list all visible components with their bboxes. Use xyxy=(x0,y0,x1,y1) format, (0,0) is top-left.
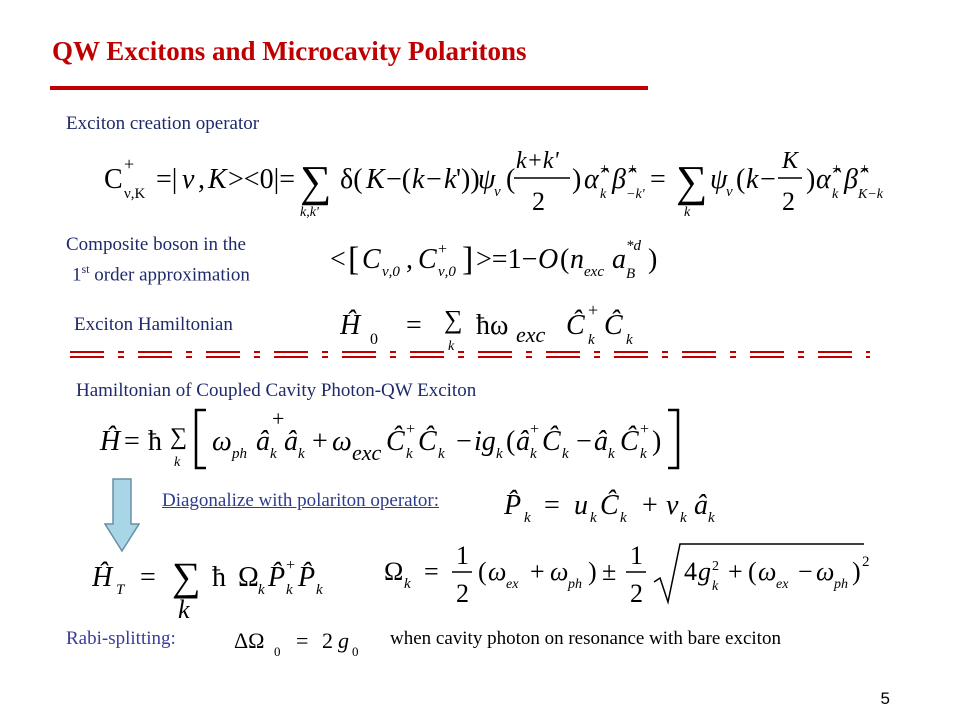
svg-text:): ) xyxy=(652,426,662,457)
svg-text:Ĥ: Ĥ xyxy=(92,562,113,593)
svg-text:2: 2 xyxy=(782,187,795,216)
svg-text:+: + xyxy=(272,406,285,431)
down-arrow-icon xyxy=(104,478,140,552)
svg-text:O: O xyxy=(538,244,559,275)
svg-text:Ĉ: Ĉ xyxy=(620,426,639,457)
svg-text:ν: ν xyxy=(726,184,733,200)
svg-text:k: k xyxy=(620,510,627,526)
svg-text:δ(: δ( xyxy=(340,164,363,195)
svg-text:k: k xyxy=(258,582,265,598)
svg-text:k: k xyxy=(708,510,715,526)
svg-text:g: g xyxy=(338,628,349,653)
svg-text:ph: ph xyxy=(232,446,247,462)
svg-text:â: â xyxy=(594,426,608,457)
diagonal-hamiltonian-equation xyxy=(92,546,342,627)
commutator-equation xyxy=(330,230,710,291)
svg-text:2: 2 xyxy=(456,579,469,608)
svg-text:+: + xyxy=(406,421,416,438)
svg-text:−: − xyxy=(760,164,776,195)
svg-text:k: k xyxy=(496,446,503,462)
svg-text:[: [ xyxy=(348,241,360,278)
svg-text:>=1−: >=1− xyxy=(476,244,538,275)
svg-text:β̂: β̂ xyxy=(612,164,626,195)
svg-text:ħω: ħω xyxy=(476,310,509,341)
svg-text:P̂: P̂ xyxy=(268,562,286,593)
svg-text:Ω: Ω xyxy=(384,557,404,586)
svg-text:−: − xyxy=(798,557,813,586)
composite-label-rest: order approximation xyxy=(89,264,250,286)
svg-text:P̂: P̂ xyxy=(504,490,522,521)
composite-ordinal-sup: st xyxy=(81,262,90,276)
svg-text:∑: ∑ xyxy=(172,554,201,599)
svg-text:n: n xyxy=(570,244,584,275)
svg-text:k: k xyxy=(174,455,181,470)
svg-text:): ) xyxy=(852,557,861,586)
svg-text:k: k xyxy=(298,446,305,462)
svg-text:ω: ω xyxy=(332,426,352,457)
svg-text:')): ')) xyxy=(456,164,480,195)
svg-text:k: k xyxy=(316,582,323,598)
svg-text:,: , xyxy=(198,164,205,195)
svg-text:K−k: K−k xyxy=(858,187,883,202)
svg-text:k: k xyxy=(832,187,839,202)
svg-text:K: K xyxy=(208,164,227,195)
svg-text:><0|=: ><0|= xyxy=(228,164,295,195)
svg-text:a: a xyxy=(612,244,626,275)
svg-text:): ) xyxy=(588,557,597,586)
svg-text:k: k xyxy=(286,582,293,598)
svg-text:∑: ∑ xyxy=(300,157,332,206)
eigenvalue-svg xyxy=(384,536,874,616)
svg-text:â: â xyxy=(694,490,708,521)
svg-text:k: k xyxy=(640,446,647,462)
svg-text:+: + xyxy=(642,490,658,521)
svg-text:K: K xyxy=(366,164,385,195)
svg-text:P̂: P̂ xyxy=(298,562,316,593)
diagonalize-label: Diagonalize with polariton operator: xyxy=(162,490,439,511)
svg-text:ω: ω xyxy=(816,557,835,586)
svg-text:α̂: α̂ xyxy=(584,164,599,195)
svg-text:+: + xyxy=(530,421,540,438)
svg-text:ph: ph xyxy=(568,577,582,592)
svg-text:−k': −k' xyxy=(626,187,645,202)
svg-text:â: â xyxy=(256,426,270,457)
svg-text:ψ: ψ xyxy=(710,164,728,195)
svg-text:α̂: α̂ xyxy=(816,164,831,195)
page-number: 5 xyxy=(880,689,890,708)
svg-text:ν: ν xyxy=(494,184,501,200)
svg-text:,: , xyxy=(406,244,413,275)
section-divider xyxy=(70,348,870,362)
svg-text:4: 4 xyxy=(684,557,697,586)
svg-text:exc: exc xyxy=(516,322,546,347)
svg-text:2: 2 xyxy=(862,554,870,570)
svg-text:C: C xyxy=(362,244,381,275)
svg-text:−: − xyxy=(576,426,592,457)
svg-text:k: k xyxy=(608,446,615,462)
svg-text:=: = xyxy=(544,490,560,521)
svg-text:+: + xyxy=(530,557,545,586)
svg-text:k: k xyxy=(626,332,633,348)
svg-text:+: + xyxy=(728,557,743,586)
svg-text:k: k xyxy=(448,339,455,354)
svg-text:k: k xyxy=(684,205,691,220)
svg-text:1: 1 xyxy=(456,541,469,570)
svg-text:+: + xyxy=(640,421,650,438)
svg-text:Ĉ: Ĉ xyxy=(600,490,619,521)
svg-text:β̂: β̂ xyxy=(844,164,858,195)
creation-operator-label: Exciton creation operator xyxy=(66,113,260,134)
svg-text:+: + xyxy=(860,161,870,178)
svg-text:k: k xyxy=(404,576,411,592)
svg-text:2: 2 xyxy=(712,559,719,574)
svg-text:∑: ∑ xyxy=(676,157,708,206)
svg-text:k: k xyxy=(746,164,759,195)
svg-text:∑: ∑ xyxy=(170,424,188,450)
svg-text:ħ: ħ xyxy=(212,562,226,593)
composite-boson-label-line2 xyxy=(72,262,250,286)
svg-text:Ĥ: Ĥ xyxy=(340,310,361,341)
diagonal-hamiltonian-svg xyxy=(92,546,342,622)
svg-text:exc: exc xyxy=(584,264,604,280)
creation-operator-svg xyxy=(104,140,894,220)
svg-text:ΔΩ: ΔΩ xyxy=(234,628,265,653)
svg-text:−: − xyxy=(426,164,442,195)
svg-text:ω: ω xyxy=(550,557,569,586)
svg-text:exc: exc xyxy=(352,440,382,465)
svg-text:k: k xyxy=(680,510,687,526)
svg-text:k,k': k,k' xyxy=(300,205,319,220)
svg-text:k: k xyxy=(406,446,413,462)
svg-text:k: k xyxy=(412,164,425,195)
svg-text:ω: ω xyxy=(488,557,507,586)
svg-text:K: K xyxy=(782,148,799,174)
svg-text:ig: ig xyxy=(474,426,496,457)
svg-text:): ) xyxy=(806,164,816,195)
svg-text:(: ( xyxy=(506,164,516,195)
svg-text:+: + xyxy=(600,161,610,178)
svg-text:u: u xyxy=(574,490,588,521)
svg-text:k: k xyxy=(270,446,277,462)
svg-text:−(: −( xyxy=(386,164,412,195)
svg-text:k: k xyxy=(524,510,531,526)
svg-text:ħ: ħ xyxy=(148,426,162,457)
commutator-svg xyxy=(330,230,710,286)
svg-text:2: 2 xyxy=(630,579,643,608)
svg-text:*d: *d xyxy=(626,238,641,254)
svg-text:k: k xyxy=(444,164,457,195)
svg-text:0: 0 xyxy=(352,644,359,659)
svg-text:k: k xyxy=(590,510,597,526)
svg-text:Ĉ: Ĉ xyxy=(604,310,623,341)
svg-text:(: ( xyxy=(560,244,570,275)
svg-text:ν,0: ν,0 xyxy=(438,264,456,280)
svg-text:=: = xyxy=(406,310,422,341)
svg-text:ν: ν xyxy=(182,164,195,195)
svg-text:k: k xyxy=(178,595,190,622)
svg-text:ω: ω xyxy=(212,426,232,457)
svg-text:): ) xyxy=(572,164,582,195)
svg-text:k: k xyxy=(588,332,595,348)
svg-text:Ĥ: Ĥ xyxy=(100,426,121,457)
svg-text:g: g xyxy=(698,557,711,586)
svg-text:C: C xyxy=(104,164,123,195)
svg-text:=: = xyxy=(424,557,439,586)
rabi-svg xyxy=(234,620,374,660)
svg-text:): ) xyxy=(648,244,658,275)
creation-operator-equation xyxy=(104,140,894,225)
svg-text:+: + xyxy=(588,300,599,320)
svg-text:+: + xyxy=(438,241,448,258)
svg-text:k: k xyxy=(562,446,569,462)
svg-text:(: ( xyxy=(506,426,516,457)
svg-text:ph: ph xyxy=(834,577,848,592)
svg-text:=: = xyxy=(124,426,140,457)
svg-text:v: v xyxy=(666,490,679,521)
polariton-operator-equation xyxy=(504,478,754,535)
svg-text:∑: ∑ xyxy=(444,305,463,334)
svg-text:2: 2 xyxy=(532,187,545,216)
svg-text:0: 0 xyxy=(274,644,281,659)
svg-text:B: B xyxy=(626,266,636,282)
svg-text:=: = xyxy=(140,562,156,593)
composite-boson-label-line1: Composite boson in the xyxy=(66,234,246,255)
svg-text:ex: ex xyxy=(506,577,519,592)
svg-text:(: ( xyxy=(478,557,487,586)
title-underline xyxy=(50,86,648,90)
svg-text:1: 1 xyxy=(630,541,643,570)
svg-text:<: < xyxy=(330,244,346,275)
svg-text:Ĉ: Ĉ xyxy=(566,310,585,341)
svg-text:ex: ex xyxy=(776,577,789,592)
svg-text:â: â xyxy=(516,426,530,457)
slide-title: QW Excitons and Microcavity Polaritons xyxy=(52,36,527,66)
exciton-hamiltonian-label: Exciton Hamiltonian xyxy=(74,314,233,335)
svg-text:Ω: Ω xyxy=(238,562,259,593)
svg-text:+: + xyxy=(628,161,638,178)
svg-text:â: â xyxy=(284,426,298,457)
svg-text:k: k xyxy=(712,579,719,594)
svg-text:k+k': k+k' xyxy=(516,148,559,174)
svg-text:±: ± xyxy=(602,557,617,586)
svg-text:T: T xyxy=(116,582,125,598)
svg-text:+: + xyxy=(832,161,842,178)
composite-ordinal: 1 xyxy=(72,264,82,286)
svg-text:(: ( xyxy=(748,557,757,586)
svg-text:0: 0 xyxy=(370,331,378,348)
svg-text:Ĉ: Ĉ xyxy=(542,426,561,457)
svg-text:Ĉ: Ĉ xyxy=(386,426,405,457)
eigenvalue-equation xyxy=(384,536,874,621)
svg-text:k: k xyxy=(530,446,537,462)
svg-text:=: = xyxy=(296,628,309,653)
svg-text:=|: =| xyxy=(156,164,178,195)
rabi-equation xyxy=(234,620,374,665)
svg-text:+: + xyxy=(312,426,328,457)
svg-text:+: + xyxy=(124,154,135,174)
svg-text:C: C xyxy=(418,244,437,275)
svg-text:−: − xyxy=(456,426,472,457)
svg-text:ψ: ψ xyxy=(478,164,496,195)
svg-text:+: + xyxy=(286,557,296,574)
svg-text:Ĉ: Ĉ xyxy=(418,426,437,457)
polariton-operator-svg xyxy=(504,478,754,530)
resonance-note: when cavity photon on resonance with bare exciton xyxy=(390,628,781,649)
coupled-hamiltonian-equation xyxy=(94,404,684,479)
svg-text:ω: ω xyxy=(758,557,777,586)
coupled-hamiltonian-label: Hamiltonian of Coupled Cavity Photon-QW Exciton xyxy=(76,380,477,401)
svg-text:k: k xyxy=(600,187,607,202)
svg-text:]: ] xyxy=(462,241,474,278)
exciton-hamiltonian-svg xyxy=(340,294,680,354)
svg-text:(: ( xyxy=(736,164,746,195)
svg-text:=: = xyxy=(650,164,666,195)
coupled-hamiltonian-svg xyxy=(94,404,684,474)
svg-text:k: k xyxy=(438,446,445,462)
svg-text:ν,0: ν,0 xyxy=(382,264,400,280)
rabi-splitting-label: Rabi-splitting: xyxy=(66,628,176,649)
svg-text:2: 2 xyxy=(322,628,333,653)
svg-text:ν,K: ν,K xyxy=(124,186,146,202)
